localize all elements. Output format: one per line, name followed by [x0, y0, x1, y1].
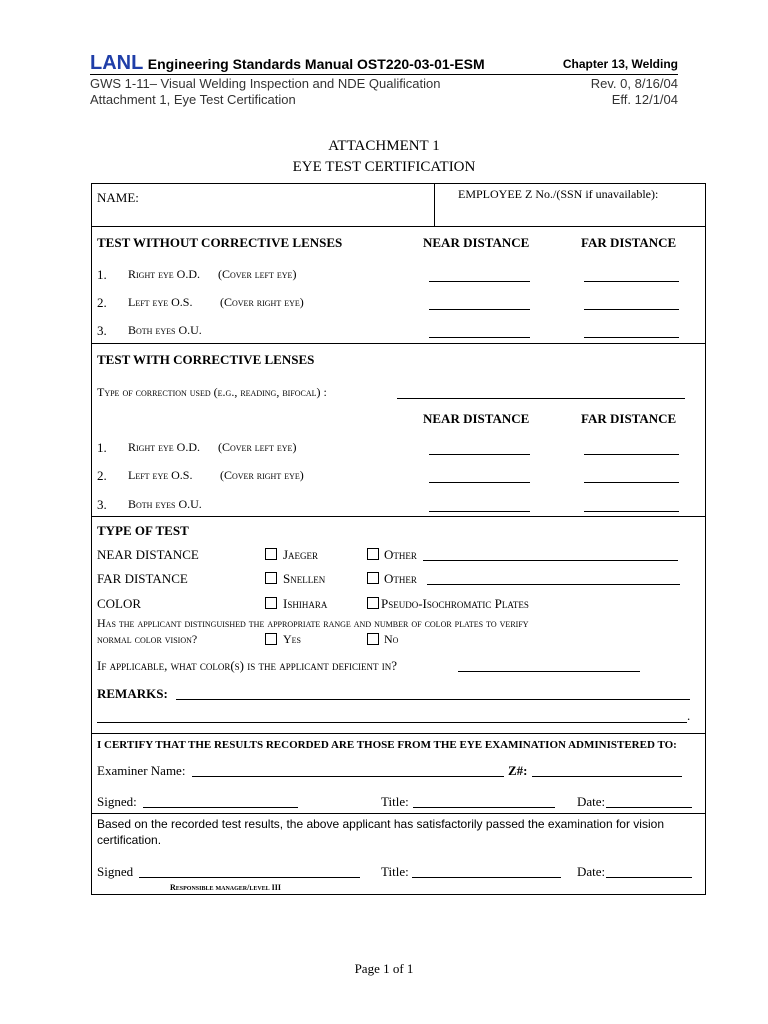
jaeger-checkbox[interactable] — [265, 548, 277, 560]
with-row-2-far-field[interactable] — [584, 482, 679, 483]
with-row-2-cover: (Cover right eye) — [220, 468, 304, 482]
yes-checkbox[interactable] — [265, 633, 277, 645]
pseudo-label: Pseudo-Isochromatic Plates — [381, 596, 529, 611]
without-row-3-label: Both eyes O.U. — [128, 323, 202, 337]
divider-with — [91, 516, 706, 517]
without-row-2-label: Left eye O.S. — [128, 295, 193, 309]
ishihara-label: Ishihara — [283, 596, 328, 611]
remarks-label: REMARKS: — [97, 686, 168, 701]
form-frame — [91, 183, 706, 895]
certify-date-label: Date: — [577, 794, 606, 809]
far-other-field[interactable] — [427, 584, 680, 585]
without-heading: TEST WITHOUT CORRECTIVE LENSES — [97, 235, 343, 250]
page-title-1: ATTACHMENT 1 — [328, 138, 440, 154]
with-row-3-near-field[interactable] — [429, 511, 530, 512]
correction-field[interactable] — [397, 398, 685, 399]
near-other-field[interactable] — [423, 560, 678, 561]
divider-name-vertical — [434, 183, 435, 226]
far-distance-label: FAR DISTANCE — [97, 571, 188, 586]
final-signed-field[interactable] — [139, 877, 360, 878]
color-question-line-2: normal color vision? — [97, 632, 198, 646]
snellen-checkbox[interactable] — [265, 572, 277, 584]
without-row-1-num: 1. — [97, 267, 107, 282]
rev-label: Rev. 0, 8/16/04 — [590, 76, 678, 91]
near-other-label: Other — [384, 547, 417, 562]
examiner-field[interactable] — [192, 776, 504, 777]
without-row-3-near-field[interactable] — [429, 337, 530, 338]
remarks-field-2[interactable] — [97, 722, 687, 723]
with-row-1-label: Right eye O.D. — [128, 440, 200, 454]
without-row-1-near-field[interactable] — [429, 281, 530, 282]
final-statement-line-2: certification. — [97, 833, 162, 847]
final-statement-line-1: Based on the recorded test results, the above applicant has satisfactorily passed the examination for vision — [97, 817, 664, 831]
without-row-2-near-field[interactable] — [429, 309, 530, 310]
type-heading: TYPE OF TEST — [97, 523, 189, 538]
final-date-label: Date: — [577, 864, 606, 879]
with-row-1-far-field[interactable] — [584, 454, 679, 455]
page-title-2: EYE TEST CERTIFICATION — [292, 159, 476, 175]
divider-name-row — [91, 226, 706, 227]
no-checkbox[interactable] — [367, 633, 379, 645]
certify-title-field[interactable] — [413, 807, 555, 808]
without-row-1-far-field[interactable] — [584, 281, 679, 282]
near-distance-label: NEAR DISTANCE — [97, 547, 199, 562]
examiner-label: Examiner Name: — [97, 763, 186, 778]
color-question-line-1: Has the applicant distinguished the appropriate range and number of color plates to verify — [97, 616, 529, 630]
deficient-field[interactable] — [458, 671, 640, 672]
name-label: NAME: — [97, 190, 139, 205]
jaeger-label: Jaeger — [283, 547, 319, 562]
remarks-period: . — [687, 708, 691, 723]
certify-signed-label: Signed: — [97, 794, 137, 809]
with-near-header: NEAR DISTANCE — [423, 411, 530, 426]
certify-signed-field[interactable] — [143, 807, 298, 808]
gws-label: GWS 1-11– Visual Welding Inspection and NDE Qualification — [90, 76, 441, 91]
no-label: No — [384, 632, 399, 646]
far-other-checkbox[interactable] — [367, 572, 379, 584]
z-field[interactable] — [532, 776, 682, 777]
without-row-3-num: 3. — [97, 323, 107, 338]
pseudo-checkbox[interactable] — [367, 597, 379, 609]
divider-without — [91, 343, 706, 344]
correction-label: Type of correction used (e.g., reading, bifocal) : — [97, 385, 327, 399]
without-far-header: FAR DISTANCE — [581, 235, 677, 250]
without-row-1-cover: (Cover left eye) — [218, 267, 297, 281]
without-row-2-cover: (Cover right eye) — [220, 295, 304, 309]
page-number: Page 1 of 1 — [354, 961, 414, 976]
without-row-2-num: 2. — [97, 295, 107, 310]
with-row-3-num: 3. — [97, 497, 107, 512]
final-signed-label: Signed — [97, 864, 134, 879]
with-row-3-far-field[interactable] — [584, 511, 679, 512]
final-title-label: Title: — [381, 864, 409, 879]
without-row-1-label: Right eye O.D. — [128, 267, 200, 281]
manual-title: Engineering Standards Manual OST220-03-01-ESM — [147, 56, 485, 72]
header-title-line — [90, 52, 485, 75]
responsible-caption: Responsible manager/level III — [170, 883, 282, 892]
with-row-2-num: 2. — [97, 468, 107, 483]
divider-certify — [91, 813, 706, 814]
near-other-checkbox[interactable] — [367, 548, 379, 560]
z-label: Z#: — [508, 763, 528, 778]
with-row-3-label: Both eyes O.U. — [128, 497, 202, 511]
certify-statement: I CERTIFY THAT THE RESULTS RECORDED ARE THOSE FROM THE EYE EXAMINATION ADMINISTERED TO: — [97, 739, 677, 751]
with-row-1-num: 1. — [97, 440, 107, 455]
with-heading: TEST WITH CORRECTIVE LENSES — [97, 352, 315, 367]
certify-title-label: Title: — [381, 794, 409, 809]
lanl-logo: LANL — [90, 52, 144, 74]
snellen-label: Snellen — [283, 571, 326, 586]
attachment-label: Attachment 1, Eye Test Certification — [90, 92, 296, 107]
final-title-field[interactable] — [412, 877, 561, 878]
yes-label: Yes — [283, 632, 302, 646]
with-row-2-label: Left eye O.S. — [128, 468, 193, 482]
chapter-label: Chapter 13, Welding — [562, 57, 678, 71]
final-date-field[interactable] — [606, 877, 692, 878]
without-row-3-far-field[interactable] — [584, 337, 679, 338]
without-near-header: NEAR DISTANCE — [423, 235, 530, 250]
without-row-2-far-field[interactable] — [584, 309, 679, 310]
remarks-field-1[interactable] — [176, 699, 690, 700]
color-label: COLOR — [97, 596, 142, 611]
certify-date-field[interactable] — [606, 807, 692, 808]
eff-label: Eff. 12/1/04 — [611, 92, 678, 107]
with-row-2-near-field[interactable] — [429, 482, 530, 483]
deficient-label: If applicable, what color(s) is the applicant deficient in? — [97, 658, 398, 673]
header-divider — [90, 74, 678, 75]
ishihara-checkbox[interactable] — [265, 597, 277, 609]
with-row-1-near-field[interactable] — [429, 454, 530, 455]
with-far-header: FAR DISTANCE — [581, 411, 677, 426]
with-row-1-cover: (Cover left eye) — [218, 440, 297, 454]
employee-label: EMPLOYEE Z No./(SSN if unavailable): — [458, 187, 659, 201]
divider-type — [91, 733, 706, 734]
far-other-label: Other — [384, 571, 417, 586]
